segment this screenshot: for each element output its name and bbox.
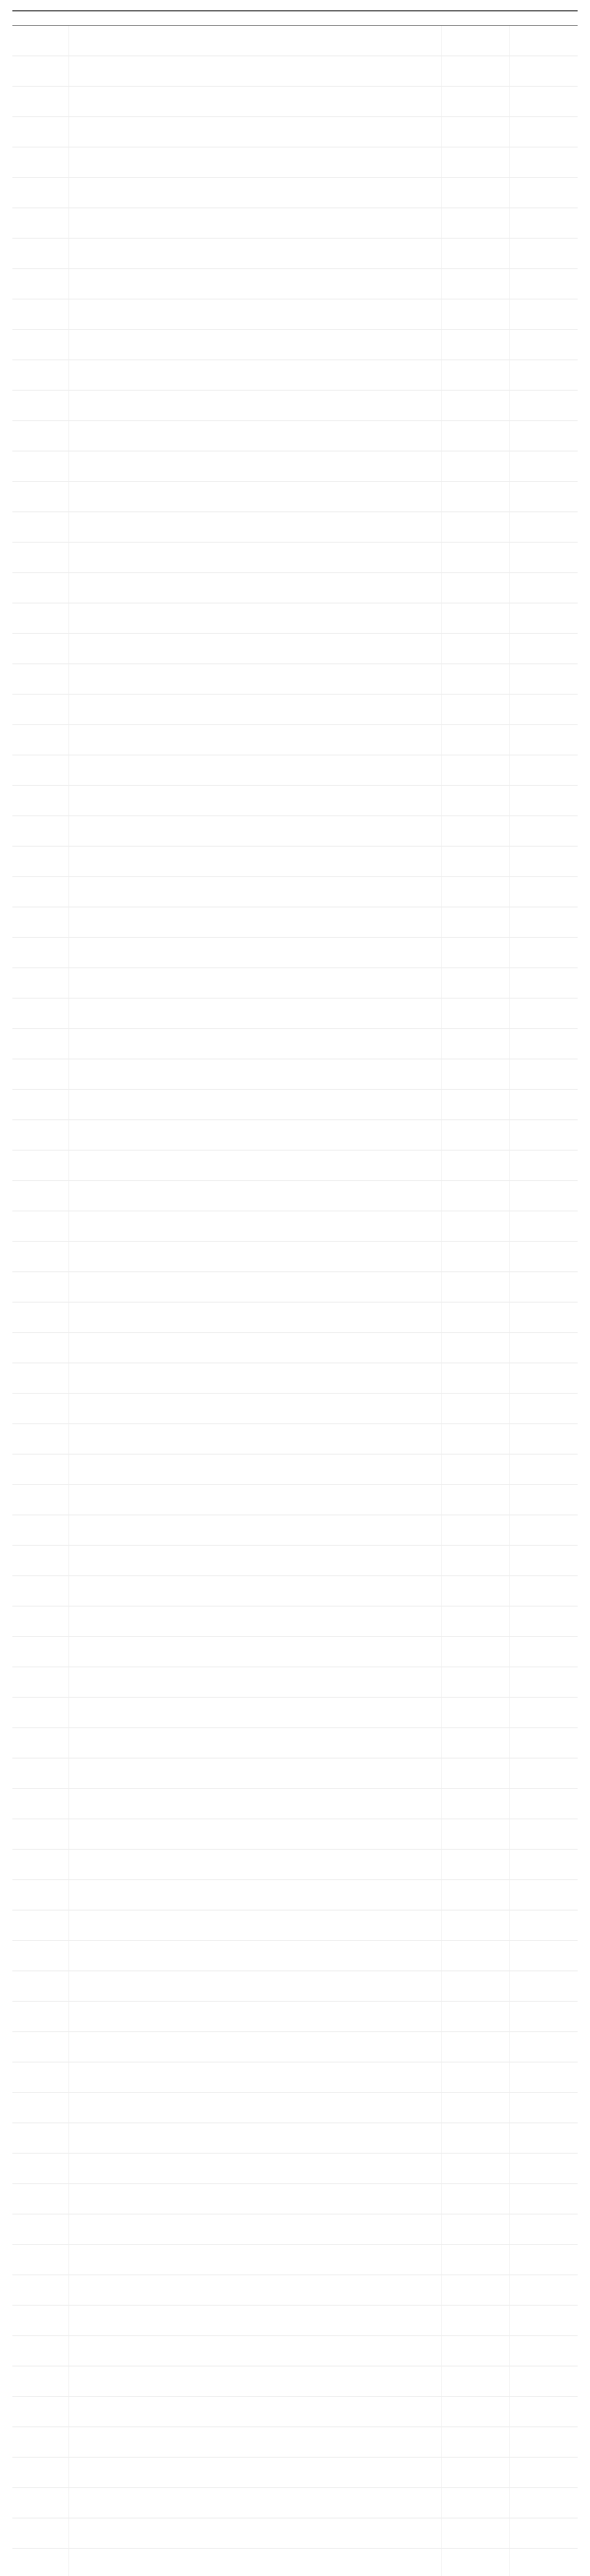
table-body xyxy=(12,26,578,2576)
table-header-row xyxy=(12,11,578,26)
header-cell xyxy=(69,11,442,25)
table-column xyxy=(510,26,578,2576)
header-cell xyxy=(510,11,578,25)
data-table xyxy=(12,10,578,2576)
table-column xyxy=(442,26,510,2576)
table-column xyxy=(12,26,69,2576)
table-column xyxy=(69,26,442,2576)
header-cell xyxy=(442,11,510,25)
header-cell xyxy=(12,11,69,25)
